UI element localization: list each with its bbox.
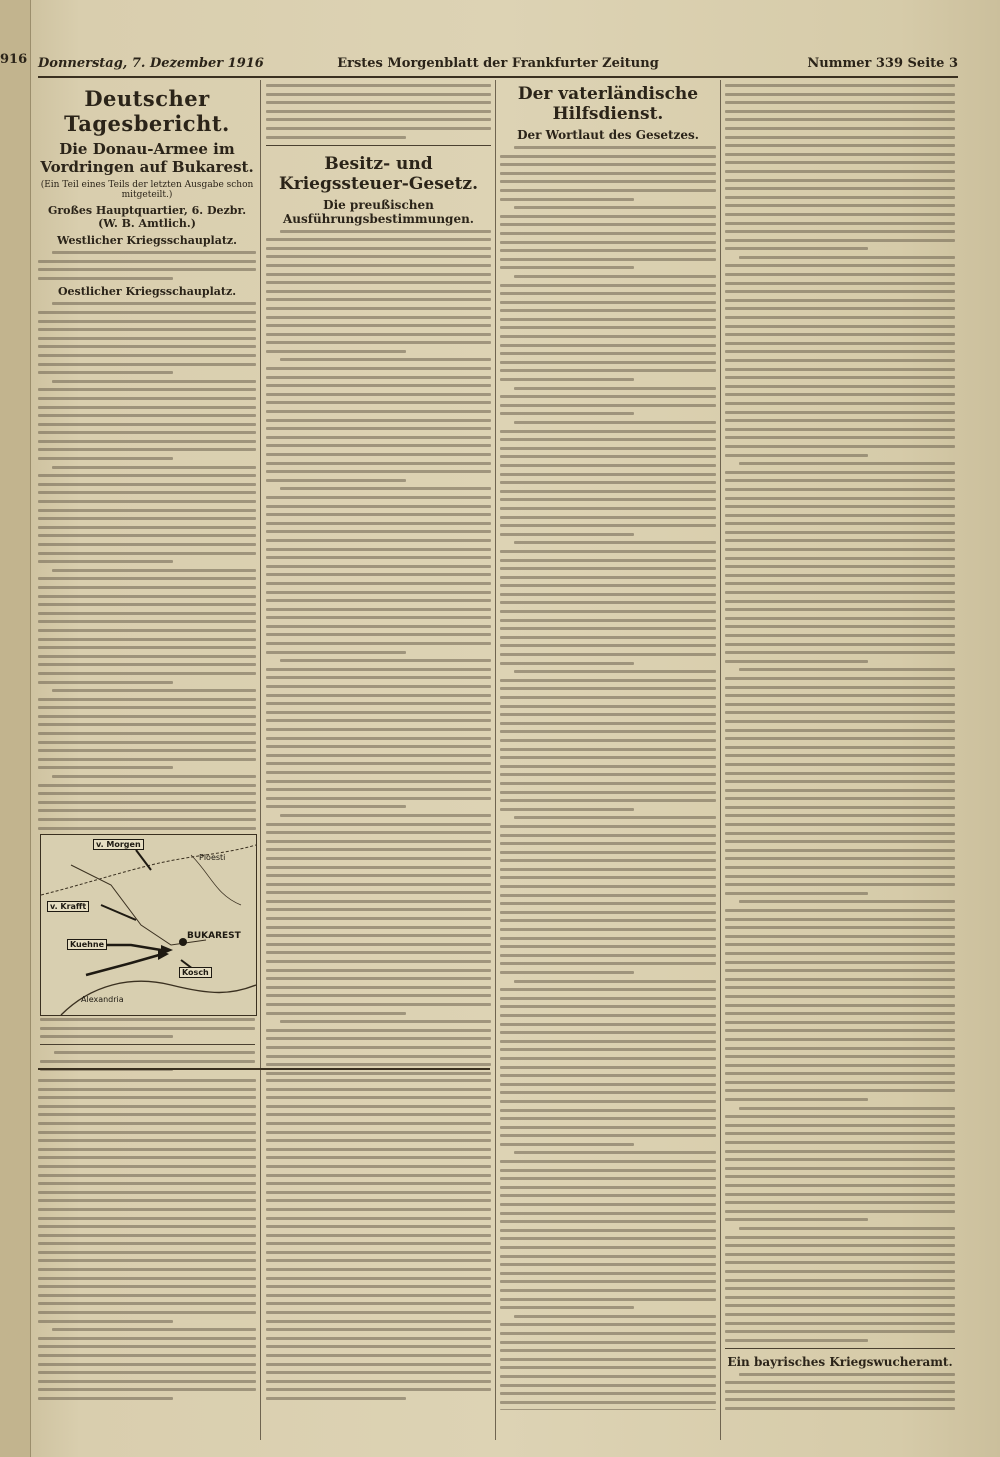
map-label: v. Morgen	[93, 839, 144, 850]
column-2	[266, 80, 491, 1080]
edge-page-number: 916	[0, 52, 28, 67]
map-label: Kosch	[179, 967, 212, 978]
adjacent-page-edge	[0, 0, 31, 1457]
article-body	[266, 230, 491, 1080]
article-title: Ein bayrisches Kriegswucheramt.	[727, 1354, 953, 1369]
feuilleton-middle	[266, 1075, 491, 1420]
column-1	[38, 80, 256, 830]
header-date: Donnerstag, 7. Dezember 1916	[38, 56, 264, 71]
article-note: (Ein Teil eines Teils der letzten Ausgabe schon mitgeteilt.)	[40, 180, 254, 200]
article-body	[725, 84, 955, 1342]
article-body	[725, 1373, 955, 1410]
feuilleton-divider	[38, 1068, 490, 1070]
article-body	[38, 251, 256, 280]
column-3	[500, 80, 716, 1410]
column-4	[725, 80, 955, 1410]
article-subtitle: Die preußischen Ausführungsbestimmungen.	[283, 197, 474, 226]
map-label: Kuehne	[67, 939, 107, 950]
map-label: BUKAREST	[187, 931, 241, 941]
map-label: Alexandria	[81, 995, 124, 1004]
header-issue-page: Nummer 339 Seite 3	[807, 56, 958, 71]
map-label: v. Krafft	[47, 901, 89, 912]
section-heading: Westlicher Kriegsschauplatz.	[57, 234, 237, 247]
column-rule	[720, 80, 721, 1440]
section-heading: Oestlicher Kriegsschauplatz.	[57, 285, 237, 299]
column-rule	[495, 80, 496, 1440]
column-rule	[260, 80, 261, 1440]
article-body	[38, 302, 256, 830]
article-subtitle: Die Donau-Armee im Vordringen auf Bukarest.	[40, 140, 254, 176]
article-title: Deutscher Tagesbericht.	[64, 86, 230, 136]
dateline: Großes Hauptquartier, 6. Dezbr. (W. B. Amtlich.)	[47, 204, 247, 230]
map-drawing	[41, 835, 256, 1015]
header-masthead: Erstes Morgenblatt der Frankfurter Zeitung	[337, 56, 659, 71]
map-label: Ploesti	[199, 853, 226, 862]
feuilleton-left	[38, 1075, 256, 1420]
article-title: Der vaterländische Hilfsdienst.	[517, 84, 699, 124]
article-body	[500, 146, 716, 1410]
front-map	[40, 834, 257, 1016]
article-subtitle: Der Wortlaut des Gesetzes.	[517, 128, 699, 142]
article-title: Besitz- und Kriegssteuer-Gesetz.	[278, 153, 479, 194]
page-header	[38, 54, 958, 78]
